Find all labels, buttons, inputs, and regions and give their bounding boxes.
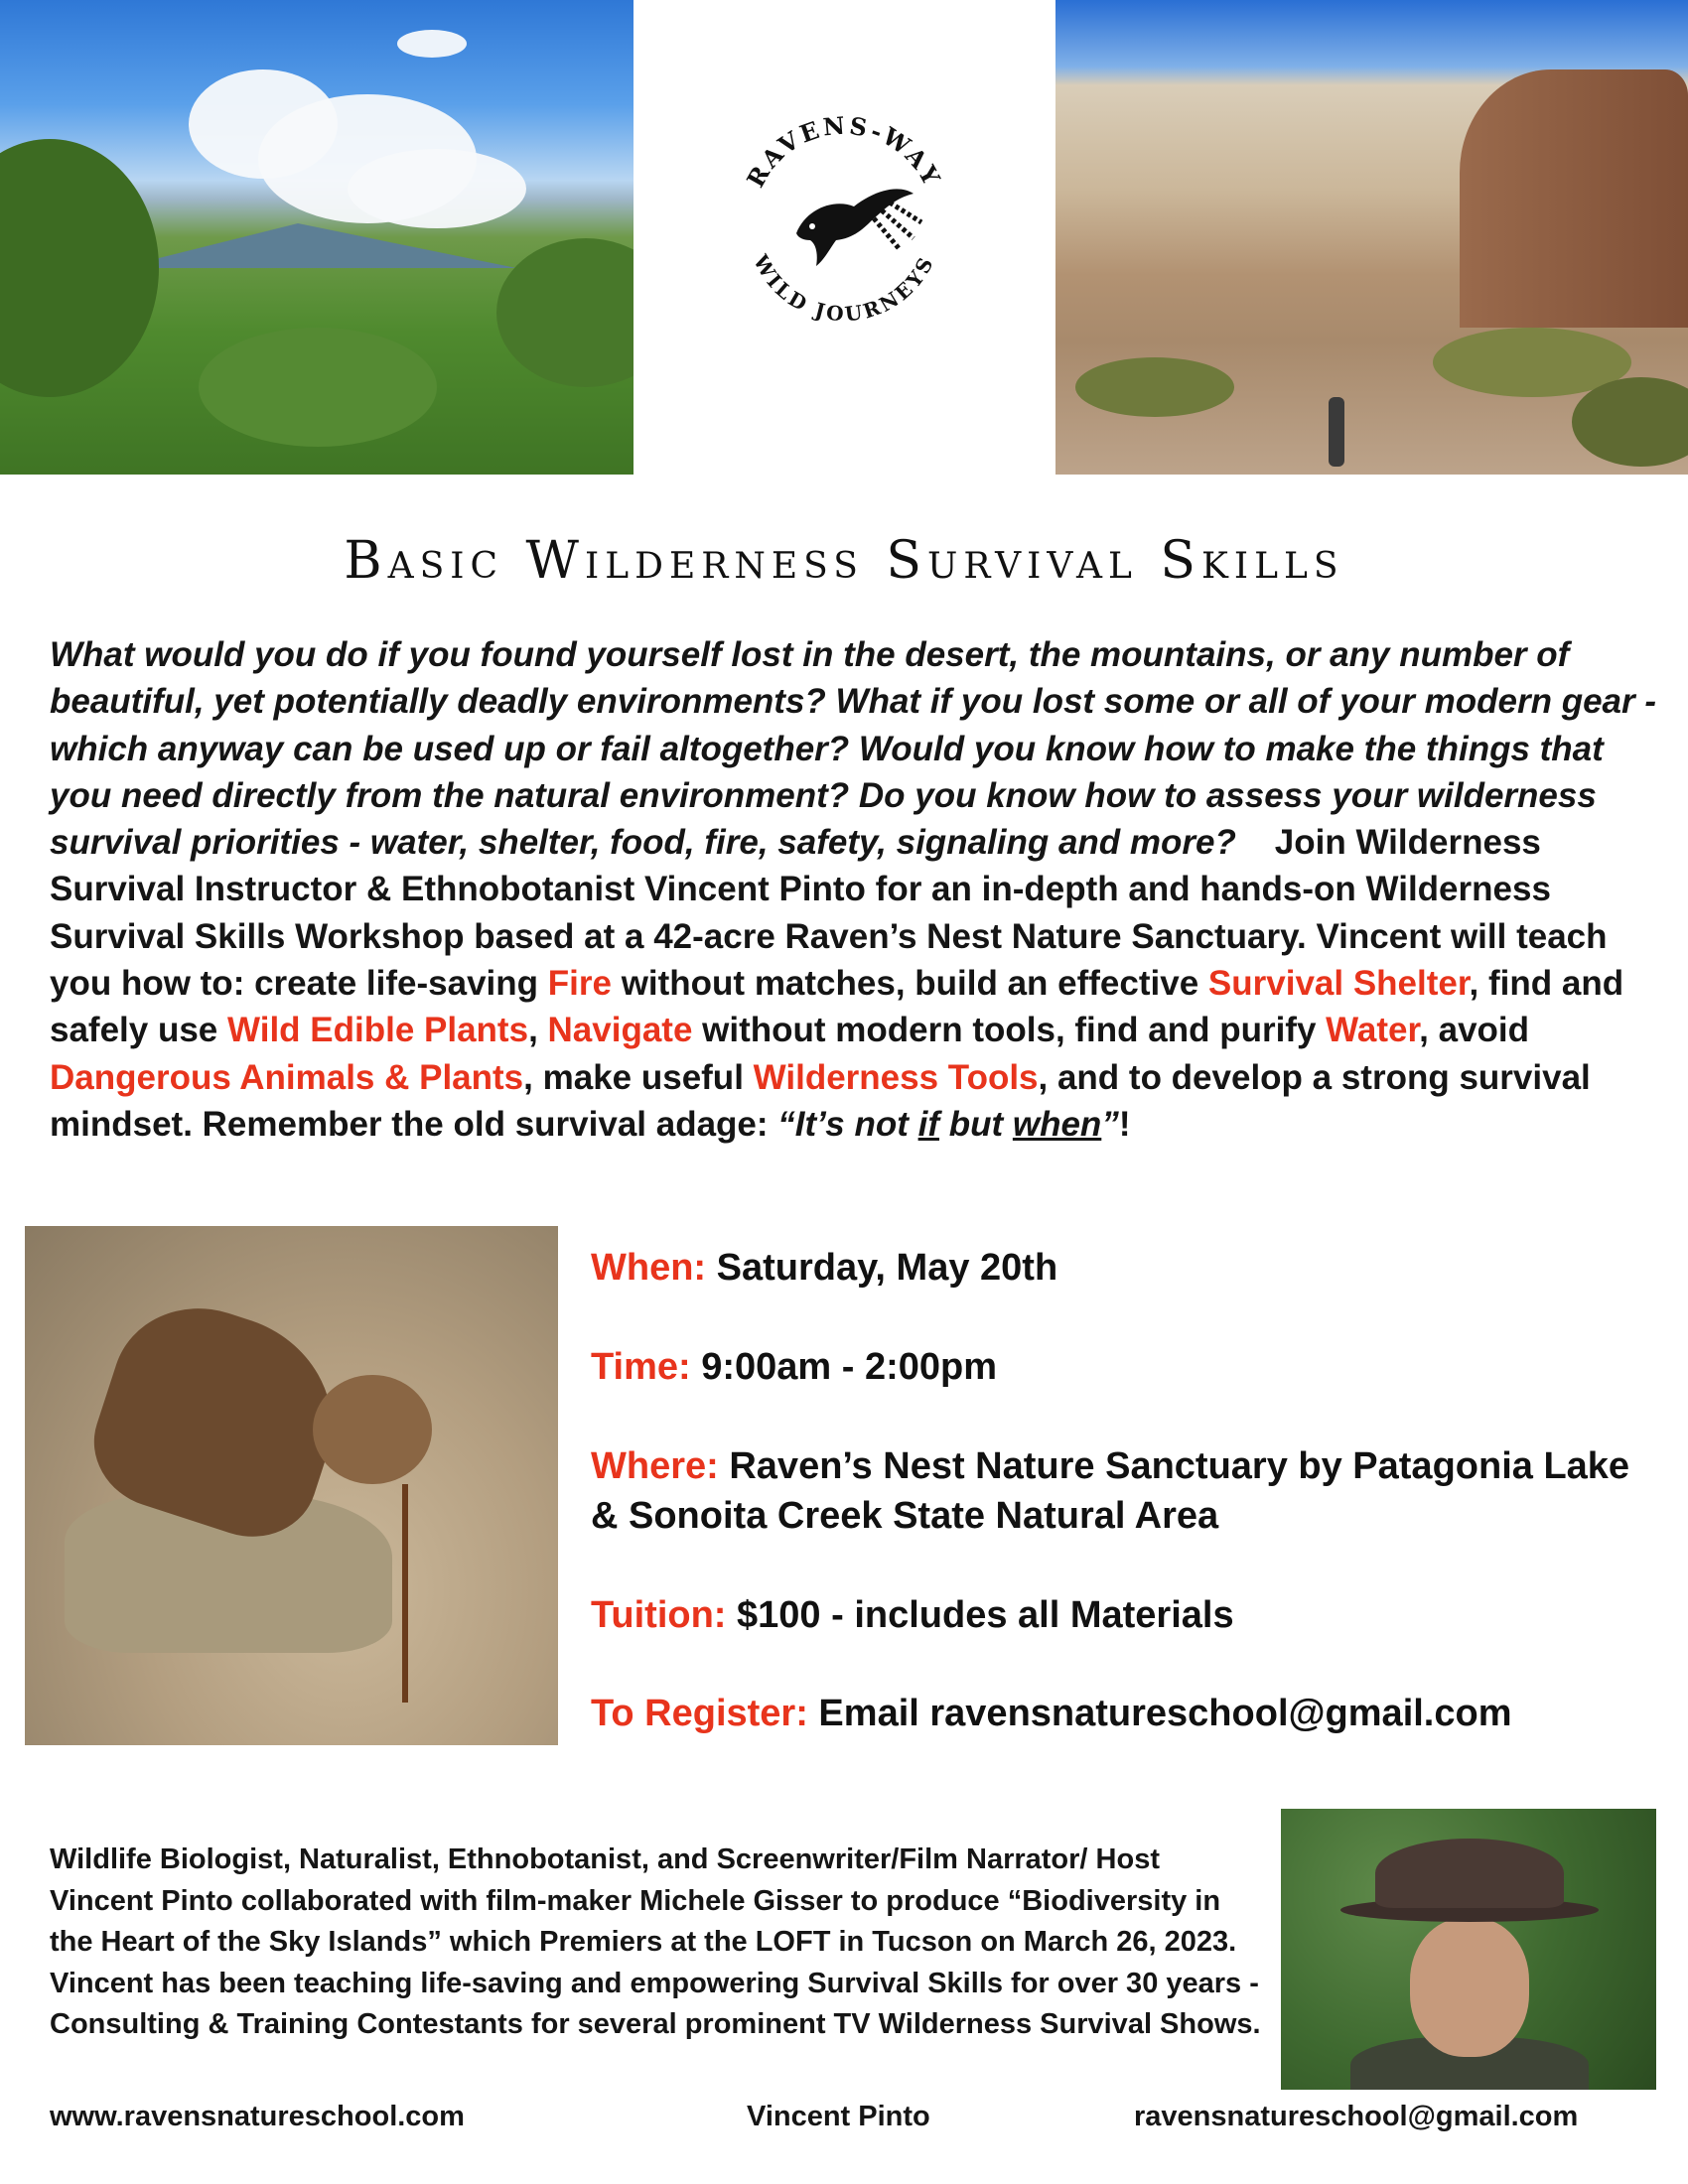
intro-text: , avoid xyxy=(1419,1011,1530,1050)
highlight-water: Water xyxy=(1326,1011,1420,1050)
detail-tuition: Tuition: $100 - includes all Materials xyxy=(591,1594,1234,1636)
intro-text: , and to develop a strong survival mindset. Remember the old survival adage: xyxy=(50,1057,1591,1144)
intro-text: Join Wilderness Survival Instructor & Ethnobotanist Vincent Pinto for an in-depth and hands-on Wilderness Survival Skills Workshop based at a 42-acre Raven’s Nest Nature Sanctuary. Vincent will teach you how to: create life-saving xyxy=(50,823,1608,1004)
highlight-dangerous-animals-plants: Dangerous Animals & Plants xyxy=(50,1057,524,1097)
vincent-pinto-portrait xyxy=(1281,1809,1656,2090)
footer-website[interactable]: www.ravensnatureschool.com xyxy=(50,2101,465,2132)
footer-email[interactable]: ravensnatureschool@gmail.com xyxy=(1134,2101,1579,2132)
highlight-navigate: Navigate xyxy=(547,1011,693,1050)
highlight-survival-shelter: Survival Shelter xyxy=(1207,964,1470,1004)
detail-when: When: Saturday, May 20th xyxy=(591,1247,1058,1289)
bow-drill-fire-photo xyxy=(25,1226,558,1745)
intro-text: without modern tools, find and purify xyxy=(692,1011,1327,1050)
desert-landscape-photo xyxy=(0,0,633,475)
svg-text:RAVENS-WAY xyxy=(741,110,947,192)
intro-text: without matches, build an effective xyxy=(611,964,1208,1004)
footer-name: Vincent Pinto xyxy=(747,2101,930,2132)
svg-text:WILD JOURNEYS xyxy=(748,250,938,327)
highlight-wild-edible-plants: Wild Edible Plants xyxy=(227,1011,529,1050)
intro-questions: What would you do if you found yourself lost in the desert, the mountains, or any number of beautiful, yet potentially deadly environments? What if you lost some or all of your modern gear - which anyway can be used up or fail altogether? Would you know how to make the things that you need directly from the natural environment? Do you know how to assess your wilderness survival priorities - water, shelter, food, fire, safety, signaling and more? xyxy=(50,635,1657,863)
adage-quote: “It’s not if but when” xyxy=(777,1104,1119,1144)
highlight-wilderness-tools: Wilderness Tools xyxy=(753,1057,1039,1097)
logo-top-text: RAVENS-WAY xyxy=(741,110,948,193)
intro-text: ! xyxy=(1118,1104,1131,1144)
intro-text: , find and safely use xyxy=(50,964,1624,1050)
intro-text: , make useful xyxy=(523,1057,754,1097)
detail-time: Time: 9:00am - 2:00pm xyxy=(591,1346,998,1388)
bio-paragraph: Wildlife Biologist, Naturalist, Ethnobotanist, and Screenwriter/Film Narrator/ Host Vincent Pinto collaborated with film-maker Michele Gisser to produce “Biodiversity in the Heart of the Sky Islands” which Premiers at the LOFT in Tucson on March 26, 2023. Vincent has been teaching life-saving and empowering Survival Skills for over 30 years - Consulting & Training Contestants for several prominent TV Wilderness Survival Shows. xyxy=(50,1843,1261,2040)
logo-bottom-text: WILD JOURNEYS xyxy=(748,250,939,327)
detail-register: To Register: Email ravensnatureschool@gmail.com xyxy=(591,1693,1512,1734)
intro-paragraph xyxy=(50,631,1658,1148)
highlight-fire: Fire xyxy=(547,964,612,1004)
page-title: Basic Wilderness Survival Skills xyxy=(344,531,1344,591)
ravens-way-logo xyxy=(725,99,963,338)
canyon-hiker-photo xyxy=(1055,0,1688,475)
detail-where: Where: Raven’s Nest Nature Sanctuary by Patagonia Lake & Sonoita Creek State Natural Area xyxy=(591,1445,1630,1537)
raven-icon xyxy=(796,189,921,266)
intro-text: , xyxy=(528,1011,548,1050)
